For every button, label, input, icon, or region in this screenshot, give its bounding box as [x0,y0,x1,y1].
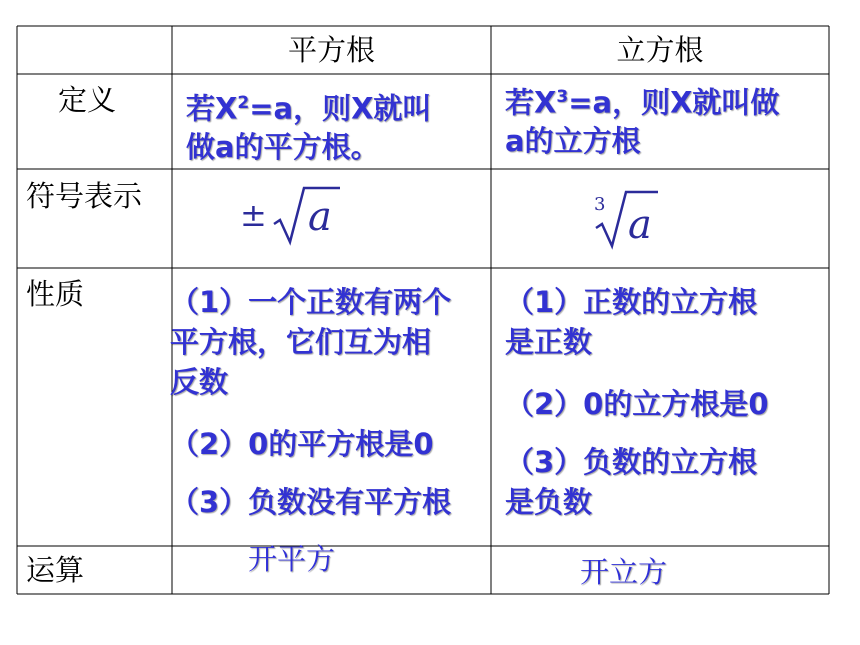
property-line: 是正数 [505,325,593,359]
property-line: 是负数 [505,485,593,519]
property-line: （3）负数没有平方根 [170,485,452,519]
square-root-definition: 若$X^2=a$，则X就叫 做a的平方根。 [186,91,432,164]
cube-root-radicand: a [628,202,652,248]
property-line: （1）正数的立方根 [505,285,758,319]
header-cube-root: 立方根 [616,33,704,67]
header-square-root: 平方根 [287,33,375,67]
property-line: （2）0的平方根是0 [170,427,434,461]
cube-root-properties [505,282,827,522]
square-root-symbol [230,180,370,250]
cube-root-definition: 若$X^3=a$，则X就叫做 a的立方根 [505,85,780,158]
property-line: （3）负数的立方根 [505,445,758,479]
square-root-operation: 开平方 [248,542,336,576]
property-line: 平方根，它们互为相 [170,325,432,359]
row-label-properties: 性质 [26,277,85,311]
square-root-radicand: a [308,194,332,240]
square-root-properties [170,282,492,522]
property-line: （1）一个正数有两个 [170,285,452,319]
property-line: （2）0的立方根是0 [505,387,769,421]
plus-minus-sign: ± [240,196,267,234]
row-label-symbol: 符号表示 [26,179,143,213]
cube-root-operation: 开立方 [580,555,668,589]
row-label-definition: 定义 [58,83,117,117]
cube-root-symbol [590,184,710,254]
radical-sign-icon [592,184,712,254]
cube-root-index: 3 [594,194,606,215]
property-line: 反数 [170,365,229,399]
row-label-operation: 运算 [26,553,85,587]
